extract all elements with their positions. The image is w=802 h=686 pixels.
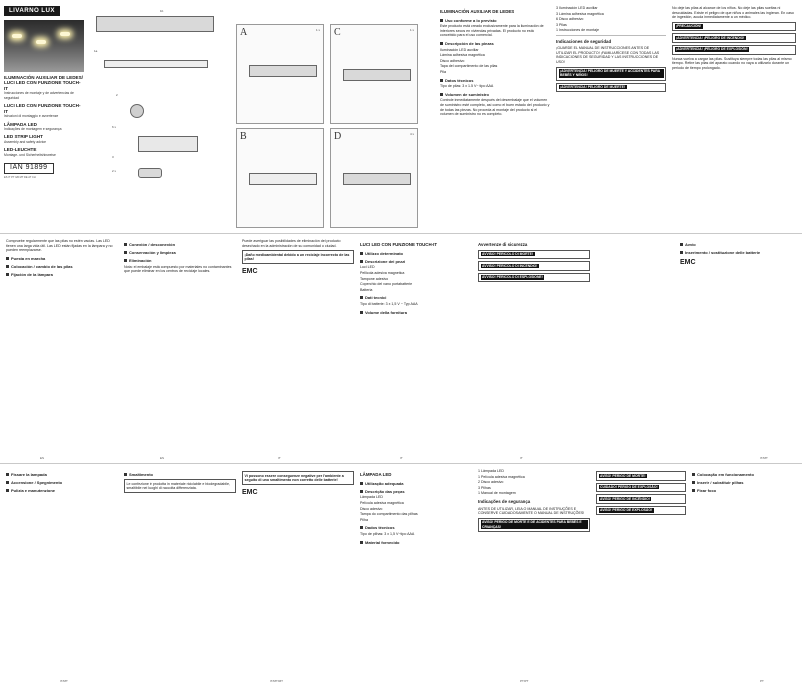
figure-a: A 1 x [236, 24, 324, 124]
battery [138, 168, 162, 178]
country-flags: ES IT PT GB MT DE AT CH [4, 176, 36, 180]
es-use: Uso conforme a lo previsto [440, 18, 550, 23]
es-supply-heading: Volumen de suministro [440, 92, 550, 97]
label-2x: 2 x [112, 169, 117, 173]
mid-col-1: Compruebe regularmente que las pilas no estén vacías. Las LED tienen una larga vida útil. Las LED están fijadas en la lámpara y no pueden reemplazarse. Puesta en marcha Colocación / cambio de las pilas Fijación de la lámpara [6, 239, 118, 449]
es-tech-heading: Datos técnicos [440, 78, 550, 83]
cover-subtitle-3: Indicações de montagem e segurança [4, 127, 62, 132]
mid-col-3: Puede averiguar las posibilidades de eliminación del producto desechado en la administración de su comunidad o ciudad. ¡Daño medioambiental debido a un reciclaje incorrecto de las pilas! EMC [242, 239, 354, 449]
sheet-bottom: Fissare la lampada Accensione / Spegnimento Pulizia e manutenzione Smaltimento Le confezione è prodotta in materiale riciclabile e biodegradabile, smaltibile nei luoghi di raccolta differenziata. Vi possono essere conseguenze negative per l'ambiente a seguito di uno smaltimento non corretto delle batterie! EMC LÂMPADA LED Utilização adequada Descrição das peças Lâmpada LED Película adesiva magnética Disco adesivo Tampa do compartimento das pilhas Pilha Dados técnicos Tipo de pilhas: 3 x 1,5 V~tipo AAA Material fornecido 1 Lâmpada LED 1 Película adesiva magnética 2 Disco adesivo 3 Pilhas 1 Manual de montagem Indicações de segurança ANTES DE UTILIZAR, LEIA O MANUAL DE INSTRUÇÕES E CONSERVE CUIDADOSAMENTE O MANUAL DE INSTRUÇÕES! AVISO! PERIGO DE MORTE E DE ACIDENTES PARA BEBÉS E CRIANÇAS! AVISO! PERIGO DE MORTE! CUIDADO! PERIGO DE EXPLOSÃO! AVISO! PERIGO DE INCÊNDIO! AVISO! PERIGO DE EXPLOSÃO! Colocação em funcionamento Inserir / substituir pilhas Fixar foco IT/MT IT/MT/MT PT/PT PT [0, 463, 802, 686]
cover-subtitle-1: Instrucciones de montaje y de advertencias de seguridad [4, 91, 74, 100]
figure-d: D 4 x [330, 128, 418, 228]
emc-logo: EMC [242, 268, 258, 276]
battery-cover [138, 136, 198, 152]
label-1a: 1a [94, 49, 98, 53]
adhesive-foil [104, 60, 208, 68]
bot-col-2: Smaltimento Le confezione è prodotta in materiale riciclabile e biodegradabile, smaltibile nei luoghi di raccolta differenziata. [124, 469, 236, 674]
sheet-middle: Compruebe regularmente que las pilas no estén vacías. Las LED tienen una larga vida útil. Las LED están fijadas en la lámpara y no pueden reemplazarse. Puesta en marcha Colocación / cambio de las pilas Fijación de la lámpara Conexión / desconexión Conservación y limpieza Eliminación Nota: el embalaje está compuesto por materiales no contaminantes que puede eliminar en los centros de reciclaje locales. Puede averiguar las posibilidades de eliminación del producto desechado en la administración de su comunidad o ciudad. ¡Daño medioambiental debido a un reciclaje incorrecto de las pilas! EMC LUCI LED CON FUNZIONE TOUCH-IT Utilizzo determinato Descrizione dei pezzi Luci LED Pellicola adesiva magnetica Tampone adesivo Coperchio del vano portabatterie Batteria Dati tecnici Tipo di batterie: 3 x 1,5 V ~ Typ AAA Volume della fornitura Avvertenze di sicurezza AVVISO! PERICOLO DI MORTE! AVVISO! PERICOLO DI INCENDIO! AVVISO! PERICOLO DI ESPLOSIONE! Avvio Inserimento / sostituzione delle batterie EMC ES ES IT IT IT IT/MT [0, 233, 802, 463]
figure-b: B [236, 128, 324, 228]
warning-box-1: ¡ADVERTENCIA! PELIGRO DE MUERTE Y ACCIDENTES PARA BEBÉS Y NIÑOS! [556, 67, 666, 81]
cover-title-2: LUCI LED CON FUNZIONE TOUCH-IT [4, 103, 81, 114]
es-column-2: 3 Iluminación LED auxiliar 3 Lámina adhesiva magnética 6 Disco adhesivo 3 Pilas 1 Instrucciones de montaje Indicaciones de seguridad ¡GUARDE EL MANUAL DE INSTRUCCIONES ANTES DE UTILIZAR EL PRODUCTO! ¡FAMILIARÍCESE CON TODAS LAS INDICACIONES DE SEGURIDAD Y LAS INSTRUCCIONES DE USO! ¡ADVERTENCIA! PELIGRO DE MUERTE Y ACCIDENTES PARA BEBÉS Y NIÑOS! ¡ADVERTENCIA! PELIGRO DE MUERTE! [556, 6, 666, 231]
es-column-1: ILUMINACIÓN AUXILIAR DE LEDES Uso conforme a lo previsto Este producto está creado exclusivamente para la iluminación de interiores secos en viviendas privadas. El producto no está concebido para el uso comercial. Descripción de las piezas Iluminación LED auxiliar Lámina adhesiva magnética Disco adhesivo Tapa del compartimento de las pilas Pila Datos técnicos Tipo de pilas: 3 x 1.5 V~ tipo AAA Volumen de suministro Controle inmediatamente después del desembalaje que el volumen de suministro esté completo, así como el buen estado del producto y de todas las piezas. No proceda al montaje del producto si el volumen de suministro no es completo. [440, 9, 550, 117]
warning-box-2: ¡ADVERTENCIA! PELIGRO DE MUERTE! [556, 83, 666, 93]
mid-col-5: Avvertenze di sicurezza AVVISO! PERICOLO DI MORTE! AVVISO! PERICOLO DI INCENDIO! AVVISO! PERICOLO DI ESPLOSIONE! [478, 239, 590, 449]
adhesive-disc [130, 104, 144, 118]
label-1b: 1b [160, 9, 164, 13]
cover-subtitle-5: Montage- und Sicherheitshinweise [4, 152, 56, 157]
label-6x: 6 x [112, 125, 117, 129]
cover-title-5: LED-LEUCHTE [4, 147, 37, 153]
sheet-cover [0, 0, 802, 233]
cover-title-1: ILUMINACIÓN AUXILIAR DE LEDES/ LUCI LED CON FUNZIONE TOUCH-IT [4, 74, 83, 91]
emc-logo-2: EMC [680, 259, 696, 267]
es-column-3: No deje las pilas al alcance de los niños. No deje las pilas sueltas ni descuidadas. Existe el peligro de que niños o animales las ingieran. En caso de ingestión, acuda inmediatamente a un médico. ¡PRECAUCIÓN! ¡ADVERTENCIA! ¡PELIGRO DE INCENDIO! ¡ADVERTENCIA! ¡PELIGRO DE EXPLOSIÓN! Nunca vuelva a cargar las pilas. Sustituya siempre todas las pilas al mismo tiempo. Retire las pilas del aparato cuando no vaya a utilizarlo durante un periodo de tiempo prolongado. [672, 6, 796, 231]
mid-col-6: Avvio Inserimento / sostituzione delle batterie EMC [680, 239, 796, 449]
bot-col-4: LÂMPADA LED Utilização adequada Descrição das peças Lâmpada LED Película adesiva magnética Disco adesivo Tampa do compartimento das pilhas Pilha Dados técnicos Tipo de pilhas: 3 x 1,5 V~tipo AAA Material fornecido [360, 469, 472, 674]
cover-title-3: LÂMPADA LED [4, 121, 37, 127]
parts-column [90, 6, 230, 231]
label-2: 2 [116, 93, 118, 97]
cover-title-4: LED STRIP LIGHT [4, 134, 43, 140]
cover-subtitle-4: Assembly and safety advice [4, 139, 47, 144]
cover-subtitle-2: Istruzioni di montaggio e avvertenze [4, 114, 59, 119]
es-safety-heading: Indicaciones de seguridad [556, 38, 612, 44]
figure-c: C 1 x [330, 24, 418, 124]
cover-photo [4, 20, 84, 72]
bot-col-5: 1 Lâmpada LED 1 Película adesiva magnética 2 Disco adesivo 3 Pilhas 1 Manual de montagem Indicações de segurança ANTES DE UTILIZAR, LEIA O MANUAL DE INSTRUÇÕES E CONSERVE CUIDADOSAMENTE O MANUAL DE INSTRUÇÕES! AVISO! PERIGO DE MORTE E DE ACIDENTES PARA BEBÉS E CRIANÇAS! [478, 469, 590, 674]
bot-col-3: Vi possono essere conseguenze negative per l'ambiente a seguito di uno smaltimento non corretto delle batterie! EMC [242, 469, 354, 674]
mid-col-4: LUCI LED CON FUNZIONE TOUCH-IT Utilizzo determinato Descrizione dei pezzi Luci LED Pellicola adesiva magnetica Tampone adesivo Coperchio del vano portabatterie Batteria Dati tecnici Tipo di batterie: 3 x 1,5 V ~ Typ AAA Volume della fornitura [360, 239, 472, 449]
brand-logo: LIVARNO LUX [4, 6, 60, 16]
cover-column [4, 6, 84, 179]
bot-col-6: AVISO! PERIGO DE MORTE! CUIDADO! PERIGO DE EXPLOSÃO! AVISO! PERIGO DE INCÊNDIO! AVISO! PERIGO DE EXPLOSÃO! [596, 469, 686, 674]
es-parts-heading: Descripción de las piezas [440, 41, 550, 46]
mid-col-2: Conexión / desconexión Conservación y limpieza Eliminación Nota: el embalaje está compuesto por materiales no contaminantes que puede eliminar en los centros de reciclaje locales. [124, 239, 236, 449]
emc-logo-3: EMC [242, 489, 258, 497]
label-3: 3 [112, 155, 114, 159]
bot-col-7: Colocação em funcionamento Inserir / substituir pilhas Fixar foco [692, 469, 796, 674]
bot-col-1: Fissare la lampada Accensione / Spegnimento Pulizia e manutenzione [6, 469, 118, 674]
lamp-strip [96, 16, 214, 32]
ian-number: IAN 91899 [4, 163, 54, 174]
es-heading: ILUMINACIÓN AUXILIAR DE LEDES [440, 9, 515, 14]
